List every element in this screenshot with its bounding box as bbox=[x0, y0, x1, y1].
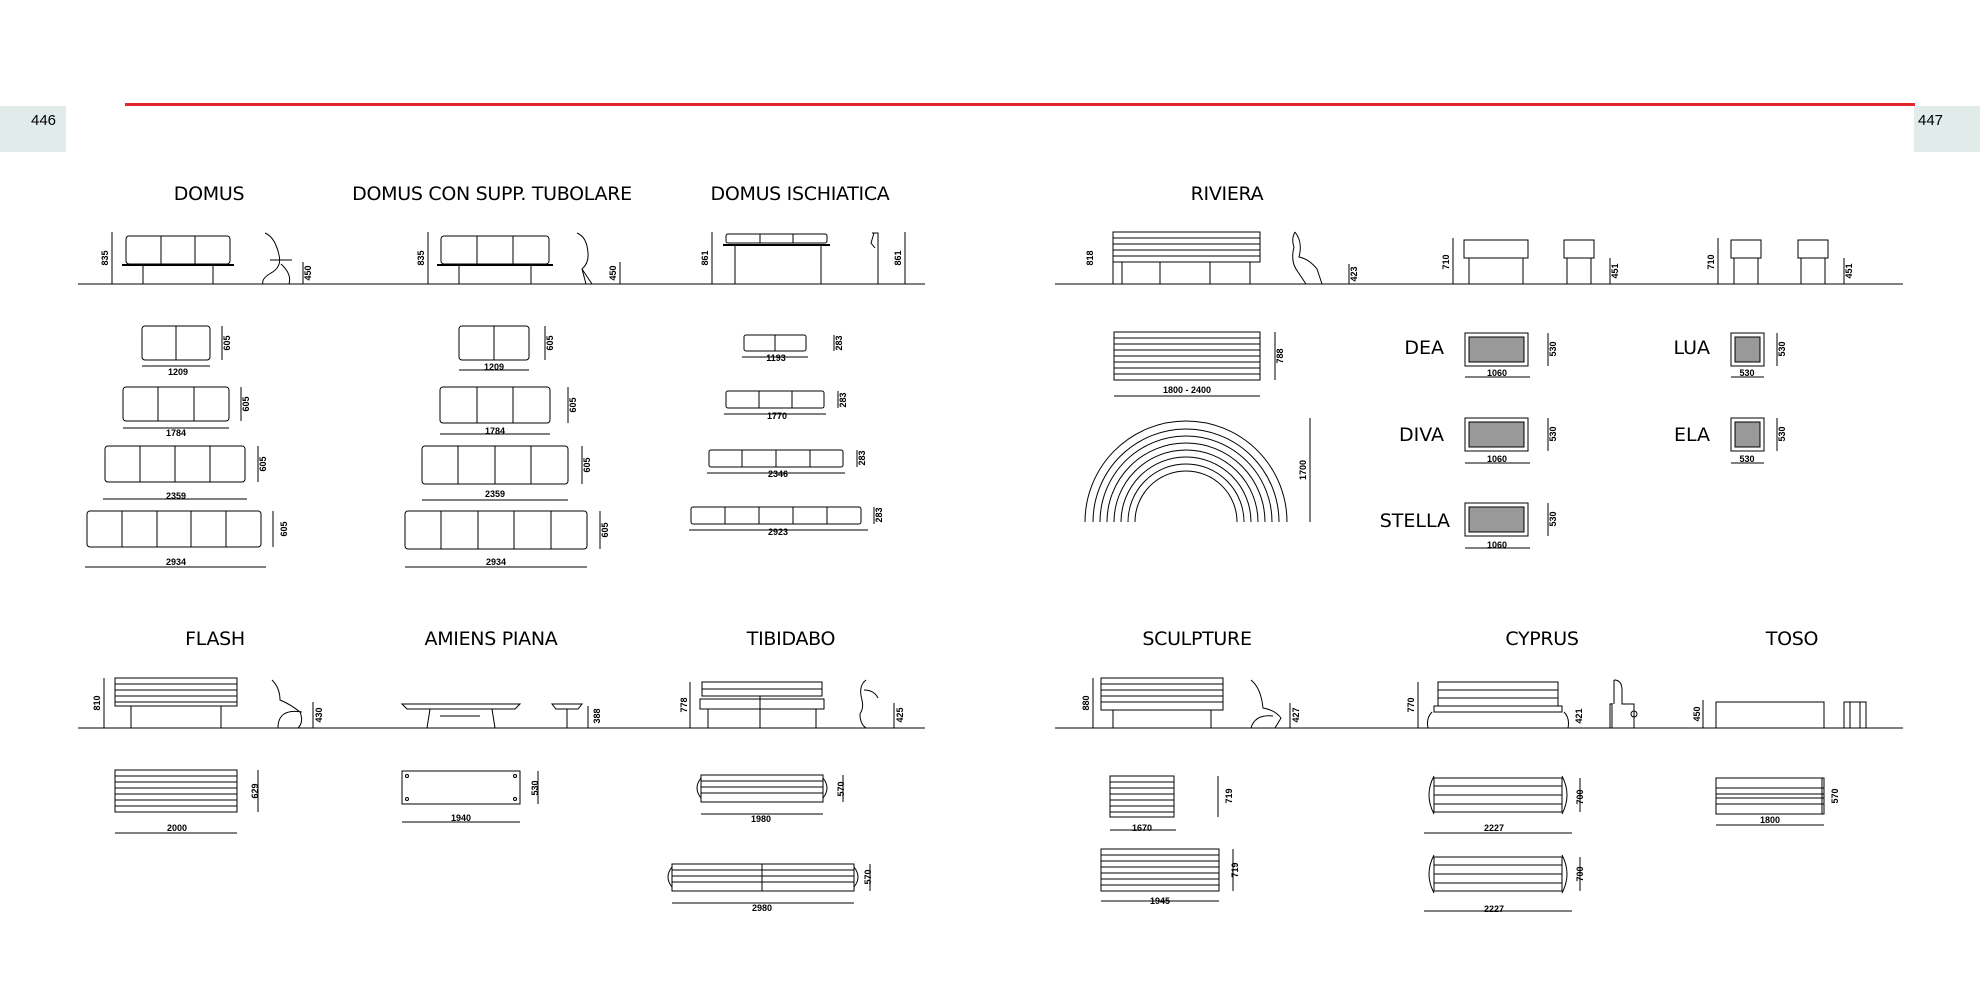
dim-text: 2000 bbox=[166, 823, 188, 833]
dim-text: 530 bbox=[1739, 454, 1755, 464]
dim-text: 810 bbox=[92, 695, 102, 711]
dim-text: 719 bbox=[1230, 862, 1240, 878]
dim-text: 861 bbox=[893, 250, 903, 266]
dim-text: 1060 bbox=[1486, 368, 1508, 378]
dim-text: 450 bbox=[303, 265, 313, 281]
dim-text: 710 bbox=[1441, 254, 1451, 270]
domus-ischiatica-elevation bbox=[712, 232, 905, 284]
dim-text: 283 bbox=[874, 507, 884, 523]
dim-text: 1980 bbox=[750, 814, 772, 824]
dim-text: 2359 bbox=[165, 491, 187, 501]
sculpture-drawings bbox=[1093, 678, 1290, 901]
domus-ischiatica-plans bbox=[689, 335, 874, 530]
title-domus: DOMUS bbox=[173, 183, 245, 205]
dim-text: 605 bbox=[222, 335, 232, 351]
dim-text: 605 bbox=[241, 396, 251, 412]
dim-text: 530 bbox=[1739, 368, 1755, 378]
dim-text: 605 bbox=[545, 335, 555, 351]
planter-plans bbox=[1465, 333, 1777, 548]
dim-text: 2346 bbox=[767, 469, 789, 479]
dim-text: 880 bbox=[1081, 695, 1091, 711]
riviera-elevation bbox=[1113, 232, 1349, 284]
dim-text: 605 bbox=[568, 397, 578, 413]
dim-text: 530 bbox=[1777, 341, 1787, 357]
dim-text: 430 bbox=[314, 707, 324, 723]
dim-text: 1770 bbox=[766, 411, 788, 421]
dim-text: 530 bbox=[530, 780, 540, 796]
dim-text: 2923 bbox=[767, 527, 789, 537]
dim-text: 530 bbox=[1548, 341, 1558, 357]
dim-text: 1060 bbox=[1486, 454, 1508, 464]
dim-text: 570 bbox=[863, 869, 873, 885]
title-toso: TOSO bbox=[1765, 628, 1819, 650]
dim-text: 283 bbox=[834, 335, 844, 351]
dim-text: 570 bbox=[1830, 788, 1840, 804]
dim-text: 1800 - 2400 bbox=[1162, 385, 1212, 395]
dim-text: 283 bbox=[838, 392, 848, 408]
dim-text: 1800 bbox=[1759, 815, 1781, 825]
dim-text: 710 bbox=[1706, 254, 1716, 270]
dim-text: 1060 bbox=[1486, 540, 1508, 550]
dim-text: 1940 bbox=[450, 813, 472, 823]
dim-text: 2980 bbox=[751, 903, 773, 913]
dim-text: 2934 bbox=[165, 557, 187, 567]
dim-text: 530 bbox=[1548, 426, 1558, 442]
dim-text: 283 bbox=[857, 450, 867, 466]
dim-text: 530 bbox=[1777, 426, 1787, 442]
flash-drawings bbox=[104, 678, 313, 833]
dim-text: 700 bbox=[1575, 789, 1585, 805]
page-number-right: 447 bbox=[1914, 106, 1980, 152]
page-number-left: 446 bbox=[0, 106, 66, 152]
dim-text: 835 bbox=[100, 250, 110, 266]
title-domus-ischiatica: DOMUS ISCHIATICA bbox=[710, 183, 890, 205]
dim-text: 719 bbox=[1224, 788, 1234, 804]
dim-text: 605 bbox=[279, 521, 289, 537]
dim-text: 1209 bbox=[167, 367, 189, 377]
dim-text: 605 bbox=[258, 456, 268, 472]
dim-text: 388 bbox=[592, 708, 602, 724]
dim-text: 2227 bbox=[1483, 823, 1505, 833]
dim-text: 818 bbox=[1085, 250, 1095, 266]
dim-text: 421 bbox=[1574, 708, 1584, 724]
dim-text: 700 bbox=[1575, 866, 1585, 882]
label-diva: DIVA bbox=[1398, 424, 1444, 446]
domus-elevation bbox=[112, 232, 303, 284]
title-riviera: RIVIERA bbox=[1190, 183, 1264, 205]
dim-text: 1193 bbox=[766, 353, 786, 363]
label-dea: DEA bbox=[1404, 337, 1444, 359]
planter-elevation bbox=[1453, 238, 1844, 284]
amiens-drawings bbox=[402, 704, 588, 822]
dim-text: 1209 bbox=[483, 362, 505, 372]
dim-text: 605 bbox=[600, 522, 610, 538]
domus-tubolare-elevation bbox=[428, 232, 620, 284]
title-cyprus: CYPRUS bbox=[1505, 628, 1579, 650]
title-flash: FLASH bbox=[185, 628, 245, 650]
toso-drawings bbox=[1703, 700, 1866, 825]
label-stella: STELLA bbox=[1379, 510, 1450, 532]
label-lua: LUA bbox=[1673, 337, 1710, 359]
dim-text: 425 bbox=[895, 707, 905, 723]
label-ela: ELA bbox=[1673, 424, 1710, 446]
dim-text: 835 bbox=[416, 250, 426, 266]
dim-text: 788 bbox=[1275, 348, 1285, 364]
dim-text: 451 bbox=[1610, 263, 1620, 279]
dim-text: 423 bbox=[1349, 266, 1359, 282]
title-tibidabo: TIBIDABO bbox=[746, 628, 836, 650]
dim-text: 770 bbox=[1406, 697, 1416, 713]
dim-text: 1784 bbox=[484, 426, 506, 436]
dim-text: 1945 bbox=[1149, 896, 1171, 906]
dim-text: 450 bbox=[1692, 706, 1702, 722]
dim-text: 778 bbox=[679, 697, 689, 713]
dim-text: 605 bbox=[582, 457, 592, 473]
title-amiens-piana: AMIENS PIANA bbox=[424, 628, 558, 650]
title-sculpture: SCULPTURE bbox=[1142, 628, 1252, 650]
dim-text: 450 bbox=[608, 265, 618, 281]
dim-text: 1670 bbox=[1131, 823, 1153, 833]
dim-text: 530 bbox=[1548, 511, 1558, 527]
cyprus-drawings bbox=[1418, 680, 1637, 911]
dim-text: 1784 bbox=[165, 428, 187, 438]
dim-text: 2227 bbox=[1483, 904, 1505, 914]
dim-text: 2359 bbox=[484, 489, 506, 499]
dim-text: 570 bbox=[836, 781, 846, 797]
dim-text: 427 bbox=[1291, 707, 1301, 723]
dim-text: 2934 bbox=[485, 557, 507, 567]
dim-text: 629 bbox=[250, 783, 260, 799]
dim-text: 861 bbox=[700, 250, 710, 266]
tibidabo-drawings bbox=[668, 680, 894, 903]
title-domus-tubolare: DOMUS CON SUPP. TUBOLARE bbox=[352, 183, 632, 205]
domus-plans bbox=[85, 326, 273, 567]
dim-text: 1700 bbox=[1298, 459, 1308, 481]
dim-text: 451 bbox=[1844, 263, 1854, 279]
